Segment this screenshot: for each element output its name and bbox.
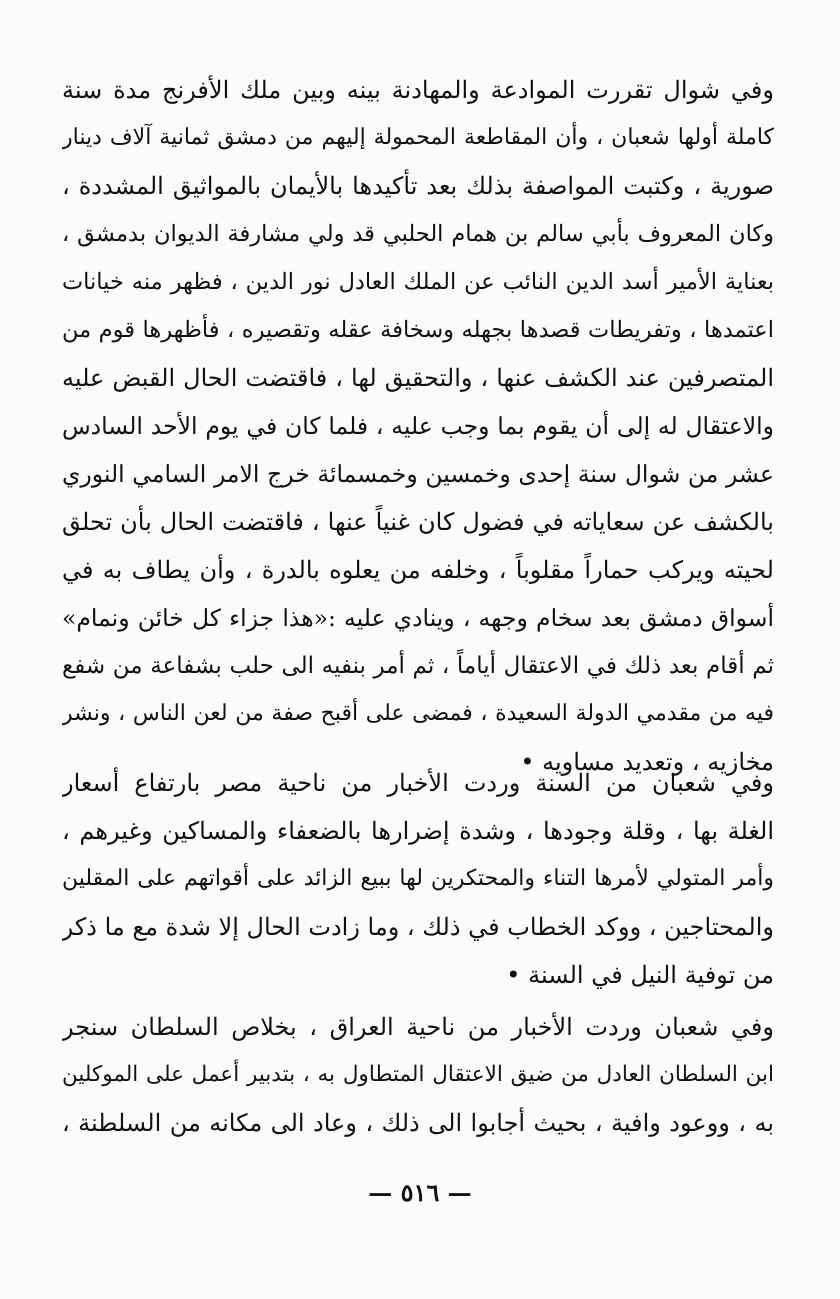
text-line: كاملة أولها شعبان ، وأن المقاطعة المحمولة إليهم من دمشق ثمانية آلاف دينار: [62, 125, 774, 150]
text-line: عشر من شوال سنة إحدى وخمسين وخمسمائة خرج الامر السامي النوري: [62, 460, 774, 488]
text-line: وفي شعبان من السنة وردت الأخبار من ناحية مصر بارتفاع أسعار: [62, 769, 774, 797]
text-line: وفي شعبان وردت الأخبار من ناحية العراق ، بخلاص السلطان سنجر: [62, 1013, 774, 1041]
text-line: والمحتاجين ، ووكد الخطاب في ذلك ، وما زادت الحال إلا شدة مع ما ذكر: [62, 913, 774, 941]
text-line: والاعتقال له إلى أن يقوم بما وجب عليه ، فلما كان في يوم الأحد السادس: [62, 412, 774, 440]
text-line: مخازيه ، وتعديد مساويه •: [520, 748, 774, 776]
text-line: وفي شوال تقررت الموادعة والمهادنة بينه وبين ملك الأفرنج مدة سنة: [62, 76, 774, 104]
text-line: اعتمدها ، وتفريطات قصدها بجهله وسخافة عقله وتقصيره ، فأظهرها قوم من: [62, 317, 774, 343]
page-number: — ٥١٦ —: [368, 1178, 472, 1207]
text-line: به ، ووعود وافية ، بحيث أجابوا الى ذلك ، وعاد الى مكانه من السلطنة ،: [62, 1109, 774, 1137]
text-line: لحيته ويركب حماراً مقلوباً ، وخلفه من يعلوه بالدرة ، وأن يطاف به في: [62, 556, 774, 584]
paragraph-shawwal-truce: [62, 66, 774, 786]
text-line: وأمر المتولي لأمرها التناء والمحتكرين لها ببيع الزائد على أقواتهم على المقلين: [62, 866, 774, 891]
text-line: وكان المعروف بأبي سالم بن همام الحلبي قد ولي مشارفة الديوان بدمشق ،: [62, 221, 774, 247]
text-line: بالكشف عن سعاياته في فضول كان غنياً عنها ، فاقتضت الحال بأن تحلق: [62, 508, 774, 536]
text-line: ثم أقام بعد ذلك في الاعتقال أياماً ، ثم أمر بنفيه الى حلب بشفاعة من شفع: [62, 653, 774, 679]
text-line: صورية ، وكتبت المواصفة بذلك بعد تأكيدها بالأيمان بالمواثيق المشددة ،: [62, 172, 774, 200]
paragraph-egypt-prices: [62, 759, 774, 999]
text-line: ابن السلطان العادل من ضيق الاعتقال المتطاول به ، بتدبير أعمل على الموكلين: [62, 1062, 774, 1087]
text-line: بعناية الأمير أسد الدين النائب عن الملك العادل نور الدين ، فظهر منه خيانات: [62, 269, 774, 295]
text-line: المتصرفين عند الكشف عنها ، والتحقيق لها ، فاقتضت الحال القبض عليه: [62, 364, 774, 392]
text-line: فيه من مقدمي الدولة السعيدة ، فمضى على أقبح صفة من لعن الناس ، ونشر: [62, 701, 774, 726]
text-line: الغلة بها ، وقلة وجودها ، وشدة إضرارها بالضعفاء والمساكين وغيرهم ،: [62, 817, 774, 845]
text-line: من توفية النيل في السنة •: [506, 961, 774, 989]
text-line: أسواق دمشق بعد سخام وجهه ، وينادي عليه :«هذا جزاء كل خائن ونمام»: [62, 604, 774, 632]
paragraph-sultan-sanjar: [62, 1003, 774, 1147]
